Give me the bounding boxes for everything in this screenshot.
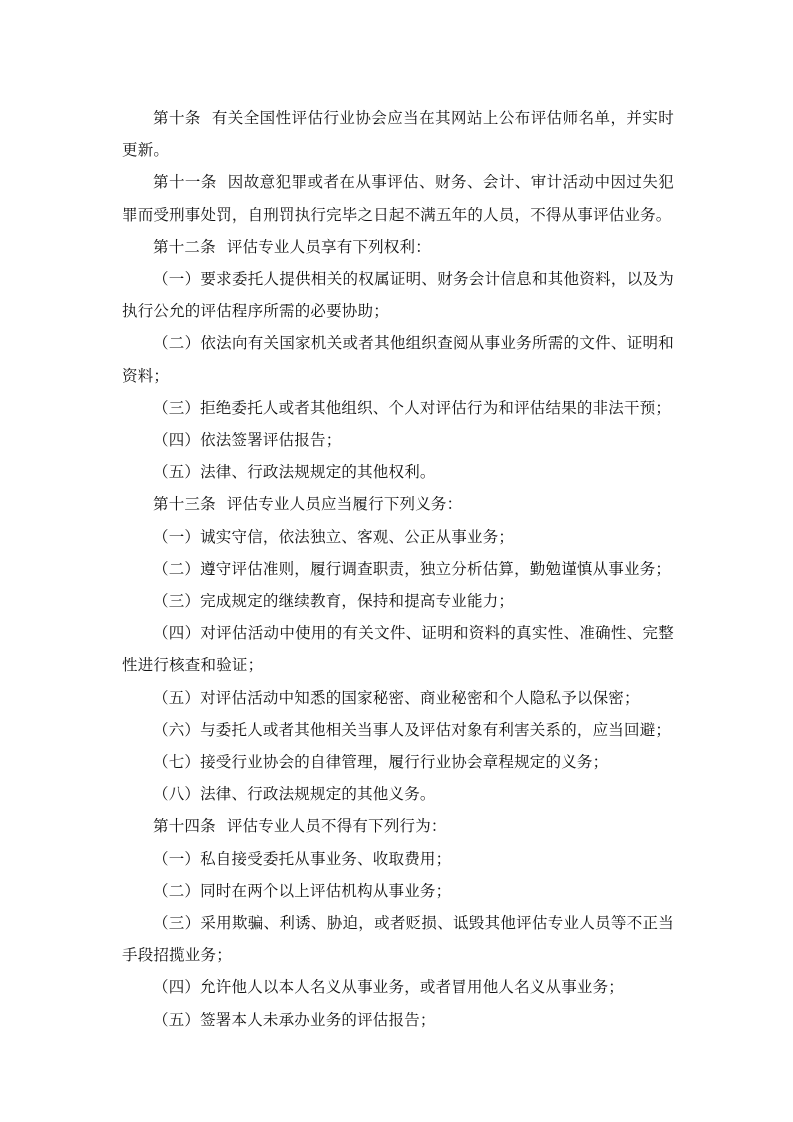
list-item: （四）依法签署评估报告； [153, 431, 342, 450]
list-item: （一）私自接受委托从事业务、收取费用； [153, 849, 452, 868]
list-item: （五）签署本人未承办业务的评估报告； [153, 1010, 436, 1029]
list-item: （二）依法向有关国家机关或者其他组织查阅从事业务所需的文件、证明和资料； [122, 334, 674, 385]
paragraph-article-14 [122, 810, 674, 842]
article-number: 第十四条 [153, 817, 216, 836]
list-item: （二）同时在两个以上评估机构从事业务； [153, 881, 452, 900]
paragraph-article-11 [122, 166, 674, 230]
list-item: （五）法律、行政法规规定的其他权利。 [153, 463, 436, 482]
paragraph-article-12 [122, 231, 674, 263]
paragraph-text: 有关全国性评估行业协会应当在其网站上公布评估师名单，并实时更新。 [122, 109, 674, 160]
article-number: 第十条 [153, 109, 201, 127]
list-item: （四）对评估活动中使用的有关文件、证明和资料的真实性、准确性、完整性进行核查和验证； [122, 624, 674, 675]
list-item: （一）要求委托人提供相关的权属证明、财务会计信息和其他资料，以及为执行公允的评估程序所需的必要协助； [122, 270, 674, 321]
paragraph-text: 评估专业人员享有下列权利： [226, 237, 431, 256]
paragraph-article-10 [122, 102, 674, 166]
document-page [122, 102, 674, 1036]
list-item: （四）允许他人以本人名义从事业务，或者冒用他人名义从事业务； [153, 978, 625, 997]
paragraph-text: 评估专业人员不得有下列行为： [226, 817, 447, 836]
list-item: （七）接受行业协会的自律管理，履行行业协会章程规定的义务； [153, 753, 609, 772]
list-item: （六）与委托人或者其他相关当事人及评估对象有利害关系的，应当回避； [153, 720, 672, 739]
paragraph-text: 因故意犯罪或者在从事评估、财务、会计、审计活动中因过失犯罪而受刑事处罚，自刑罚执行完毕之日起不满五年的人员，不得从事评估业务。 [122, 173, 674, 224]
article-number: 第十二条 [153, 237, 216, 256]
list-item: （五）对评估活动中知悉的国家秘密、商业秘密和个人隐私予以保密； [153, 688, 640, 707]
list-item: （一）诚实守信，依法独立、客观、公正从事业务； [153, 527, 515, 546]
list-item: （三）采用欺骗、利诱、胁迫，或者贬损、诋毁其他评估专业人员等不正当手段招揽业务； [122, 914, 674, 965]
list-item: （八）法律、行政法规规定的其他义务。 [153, 785, 436, 804]
list-item: （三）拒绝委托人或者其他组织、个人对评估行为和评估结果的非法干预； [153, 398, 672, 417]
article-number: 第十三条 [153, 495, 216, 514]
paragraph-article-13 [122, 488, 674, 520]
paragraph-text: 评估专业人员应当履行下列义务： [226, 495, 463, 514]
list-item: （二）遵守评估准则，履行调查职责，独立分析估算，勤勉谨慎从事业务； [153, 559, 672, 578]
article-number: 第十一条 [153, 173, 217, 192]
list-item: （三）完成规定的继续教育，保持和提高专业能力； [153, 592, 515, 611]
